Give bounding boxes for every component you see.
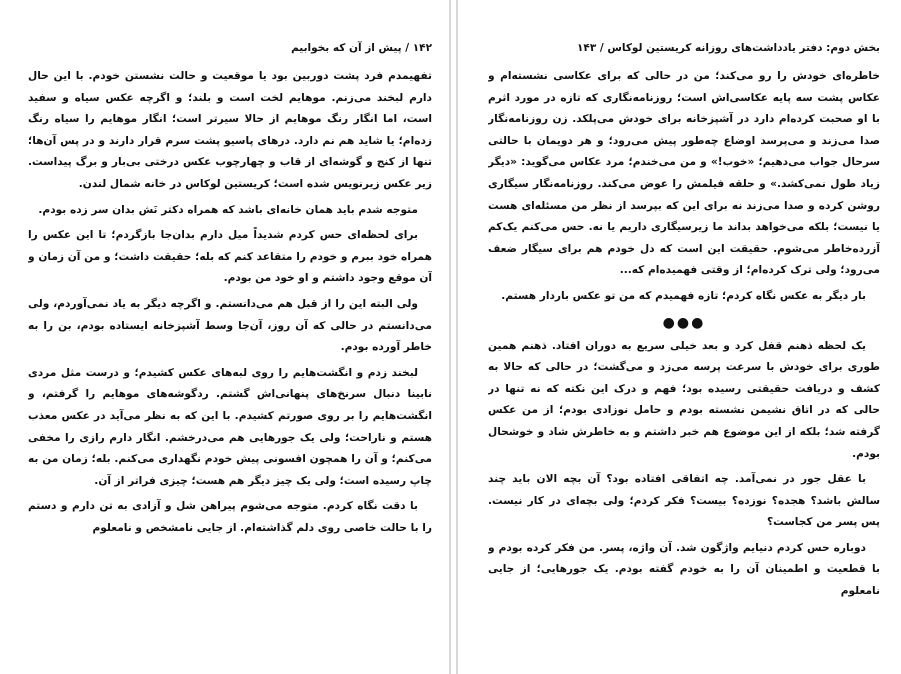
paragraph: با دقت نگاه کردم. متوجه می‌شوم پیراهن شل و آزادی به تن دارم و دستم را با حالت خاصی روی دلم گذاشته‌ام. از جایی نامشخص و نامعلوم [28,500,432,534]
paragraph: متوجه شدم باید همان خانه‌ای باشد که همراه دکتر نَش بدان سر زده بودم. [38,203,418,216]
left-page-number: ۱۴۲ [412,42,432,54]
left-page-running-head: ۱۴۲ / پیش از آن که بخوابیم [291,42,432,54]
paragraph: خاطره‌ای خودش را رو می‌کند؛ من در حالی که برای عکاسی نشسته‌ام و عکاس پشت سه پایه عکاسی‌اش است؛ روزنامه‌نگاری که تازه در مورد اثرم با او صحبت کرده‌ام دارد در آشپزخانه برای خودش می‌پلکد. زن روزنامه‌نگار صدا می‌زند و می‌پرسد اوضاع چه‌طور پیش می‌رود؛ و هر دو‌یمان با حالتی سرحال جواب می‌دهیم؛ «خوب!» و من می‌خندم؛ مرد عکاس می‌گوید: «دیگر زیاد طول نمی‌کشد.» و حلقه فیلمش را عوض می‌کند. روزنامه‌نگار سیگاری روشن کرده و صدا می‌زند نه برای این که بپرسد از نظر من مسئله‌ای هست یا نیست؛ بلکه می‌خواهد بداند ما زیرسیگاری داریم یا نه. حس می‌کنم یک‌کم آزرده‌خاطر می‌شوم. حقیقت این است که دل خودم هم برای سیگار ضعف می‌رود؛ ولی ترک کرده‌ام؛ از وقتی فهمیده‌ام که... [488,70,880,277]
paragraph: برای لحظه‌ای حس کردم شدیداً میل دارم بدان‌جا بازگردم؛ تا این عکس را همراه خود ببرم و خودم را متقاعد کنم که بله؛ حقیقت داشت؛ و من آن زمان و آن موقع وجود داشتم و او خود من بودم. [28,229,432,285]
paragraph: لبخند زدم و انگشت‌هایم را روی لبه‌های عکس کشیدم؛ و درست مثل مردی نابینا دنبال سرنخ‌های پنهانی‌اش گشتم. ردگوشه‌های موهایم را گرفتم، و انگشت‌هایم را بر روی صورتم کشیدم. با این که به نظر می‌آید در عکس معذب هستم و ناراحت؛ ولی یک جورهایی هم می‌درخشم. انگار دارم رازی را مخفی می‌کنم؛ و آن را همچون افسونی پیش خودم نگهداری می‌کنم. بله؛ زمان من به چاپ رسیده است؛ ولی یک چیز دیگر هم هست؛ چیزی فراتر از آن. [28,366,432,487]
section-break: ●●● [662,314,706,331]
page-gutter-right-edge [456,0,458,674]
paragraph: بار دیگر به عکس نگاه کردم؛ تازه فهمیدم که من تو عکس باردار هستم. [501,289,866,302]
left-page-title: پیش از آن که بخوابیم [291,42,402,54]
left-page [28,0,432,674]
paragraph: با عقل جور در نمی‌آمد. چه اتفاقی افتاده بود؟ آن بچه الان باید چند سالش باشد؟ هجده؟ نوزده؟ بیست؟ فکر کردم؛ ولی بچه‌ای در کار نیست. پس پسر من کجاست؟ [488,473,880,529]
right-page-body [488,66,880,607]
paragraph: تفهیمدم فرد پشت دوربین بود یا موقعیت و حالت نشستن خودم. با این حال دارم لبخند می‌زنم. موهایم لخت است و بلند؛ و اگرچه عکس سیاه و سفید است، اما انگار رنگ موهایم از حالا سیرتر است؛ انگار موهایم را سیاه رنگ زده‌ام؛ یا شاید هم نم دارد. درهای پاسیو پشت سرم قرار دارند و در پس آن‌ها؛ تنها از کنج و گوشه‌ای از قاب و چهارچوب عکس درختی بی‌بار و برگ پیداست. زیر عکس زیرنویس شده است؛ کریستین لوکاس در خانه شمال لندن. [28,70,432,190]
left-page-header [28,40,432,56]
left-page-body [28,66,432,543]
right-page-running-head: بخش دوم: دفتر یادداشت‌های روزانه کریستین لوکاس / ۱۴۳ [577,42,880,54]
paragraph: یک لحظه ذهنم قفل کرد و بعد خیلی سریع به دوران افتاد. ذهنم همین طوری برای خودش با سرعت پرسه می‌زد و می‌گشت؛ در حالی که حالا به کشف و دریافت حقیقتی رسیده بود؛ فهم و درک این نکته که نه تنها در حالی که در اتاق نشیمن نشسته بودم و حامل نوزادی بودم؛ از من عکس گرفته شد؛ بلکه از این موضوع هم خبر داشتم و به خاطرش شاد و خوشحال بودم. [488,339,880,460]
right-page [488,0,880,674]
right-page-number: ۱۴۳ [577,42,597,54]
right-page-header [488,40,880,56]
paragraph: ولی البته این را از قبل هم می‌دانستم. و اگرچه دیگر به یاد نمی‌آوردم، ولی می‌دانستم در حالی که آن روز، آن‌جا وسط آشپزخانه ایستاده بودم، بن را به خاطر آورده بودم. [28,297,432,354]
page-gutter-left-edge [449,0,451,674]
right-page-title: بخش دوم: دفتر یادداشت‌های روزانه کریستین لوکاس [607,42,880,54]
paragraph: دوباره حس کردم دنیایم واژگون شد. آن واژه، پسر. من فکر کرده بودم و با قطعیت و اطمینان آن را به خودم گفته بودم. یک جورهایی؛ از جایی نامعلوم [488,541,880,598]
